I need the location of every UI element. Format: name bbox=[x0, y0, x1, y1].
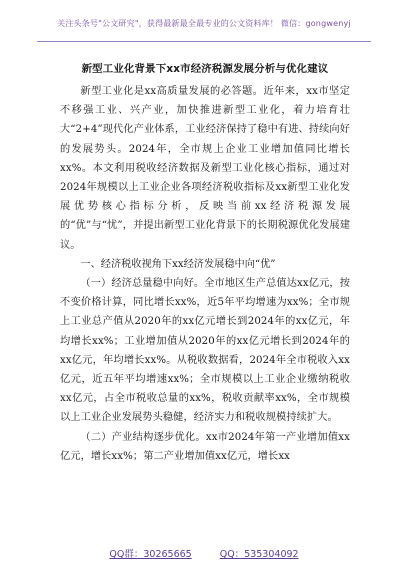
footer-qq-group: QQ群：30265665 bbox=[109, 549, 192, 560]
header-bar bbox=[0, 18, 408, 42]
footer-qq: QQ：535304092 bbox=[219, 549, 299, 560]
document-body bbox=[60, 60, 350, 466]
intro-paragraph: 新型工业化是xx高质量发展的必答题。近年来，xx市坚定不移强工业、兴产业，加快推进新型工业化，着力培育壮大“2+4”现代化产业体系，工业经济保持了稳中有进、持续向好的发展势头。2024年，全市规上企业工业增加值同比增长xx%。本文利用税收经济数据及新型工业化核心指标，通过对2024年规模以上工业企业各项经济税收指标及xx新型工业化发展优势核心指标分析，反映当前xx经济税源发展的“优”与“忧”，并提出新型工业化背景下的长期税源优化发展建议。 bbox=[60, 86, 350, 251]
section-heading-1: 一、经济税收视角下xx经济发展稳中向“优” bbox=[80, 258, 276, 270]
footer-bar bbox=[0, 546, 408, 566]
document-title: 新型工业化背景下xx市经济税源发展分析与优化建议 bbox=[81, 63, 329, 75]
header-notice: 关注头条号"公文研究"，获得最新最全最专业的公文资料库！ 微信：gongwenyj bbox=[37, 18, 371, 42]
subsection-paragraph-2: （二）产业结构逐步优化。xx市2024年第一产业增加值xx亿元，增长xx%；第二产业增加值xx亿元，增长xx bbox=[60, 431, 350, 462]
subsection-paragraph-1: （一）经济总量稳中向好。全市地区生产总值达xx亿元，按不变价格计算，同比增长xx%，近5年平均增速为xx%；全市规上工业总产值从2020年的xx亿元增长到2024年的xx亿元，年均增长xx%；工业增加值从2020年的xx亿元增长到2024年的xx亿元，年均增长xx%。从税收数据看，2024年全市税收入xx亿元，近五年平均增速xx%；全市规模以上工业企业缴纳税收xx亿元，占全市税收总量的xx%，税收贡献率xx%，全市规模以上工业企业发展势头稳健，经济实力和税收规模持续扩大。 bbox=[60, 278, 350, 424]
